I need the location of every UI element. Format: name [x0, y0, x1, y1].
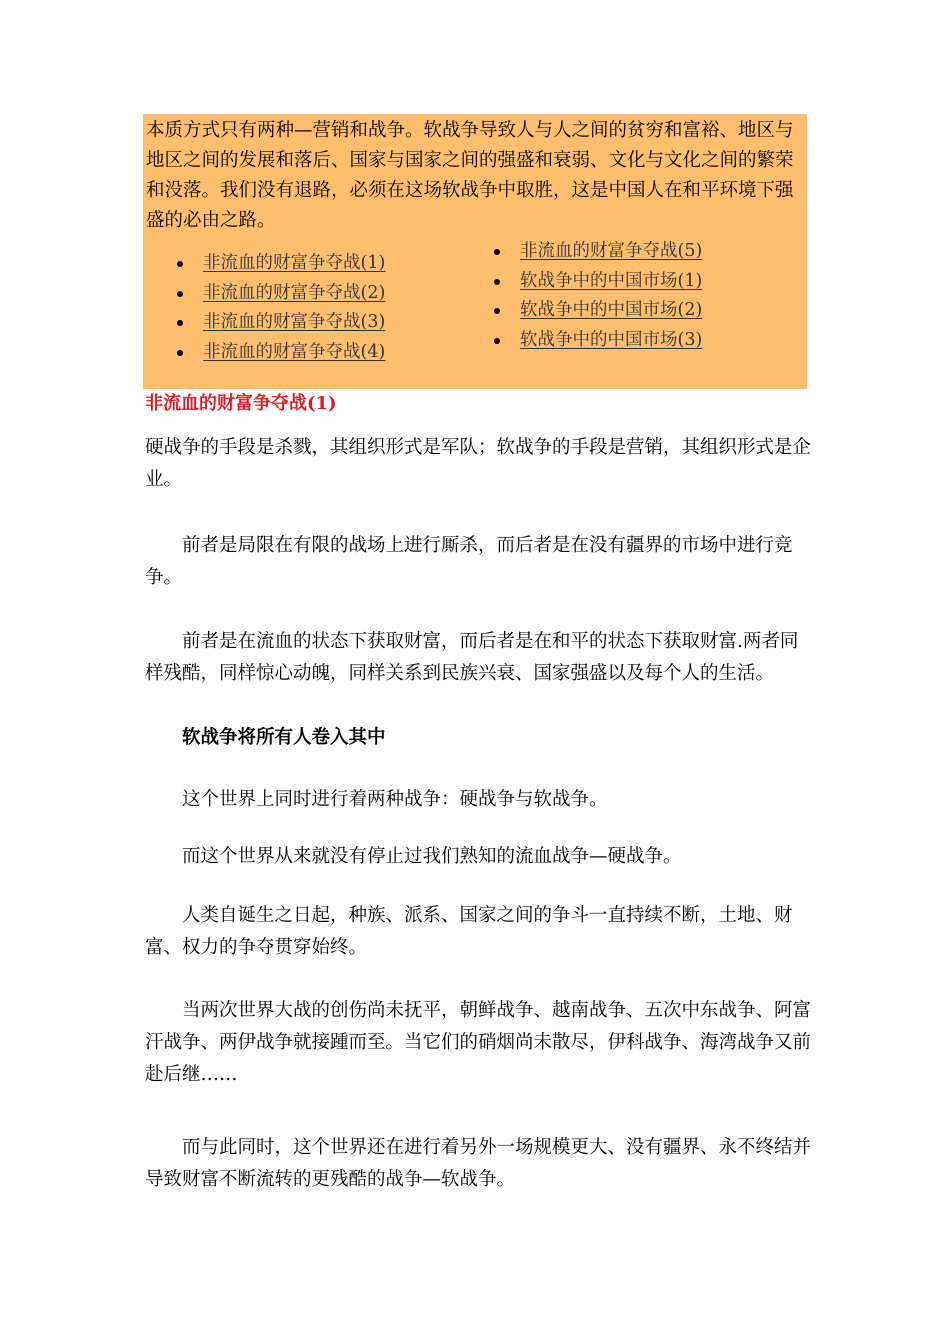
article-link[interactable]: 非流血的财富争夺战(2) [203, 282, 386, 303]
article-link[interactable]: 非流血的财富争夺战(1) [203, 253, 386, 273]
list-item [492, 296, 702, 326]
article-link[interactable]: 非流血的财富争夺战(5) [520, 241, 703, 261]
list-item [492, 237, 702, 267]
list-item [175, 308, 385, 338]
article-link[interactable]: 软战争中的中国市场(1) [520, 270, 703, 291]
list-item [492, 267, 702, 297]
article-link[interactable]: 软战争中的中国市场(3) [520, 329, 703, 350]
intro-text: 本质方式只有两种—营销和战争。软战争导致人与人之间的贫穷和富裕、地区与地区之间的发展和落后、国家与国家之间的强盛和衰弱、文化与文化之间的繁荣和没落。我们没有退路，必须在这场软战争中取胜，这是中国人在和平环境下强盛的必由之路。 [146, 120, 794, 231]
paragraph: 前者是局限在有限的战场上进行厮杀，而后者是在没有疆界的市场中进行竞争。 [145, 535, 793, 588]
list-item [175, 338, 385, 368]
list-item [492, 326, 702, 356]
article-link[interactable]: 非流血的财富争夺战(4) [203, 341, 386, 362]
paragraph: 当两次世界大战的创伤尚未抚平，朝鲜战争、越南战争、五次中东战争、阿富汗战争、两伊战争就接踵而至。当它们的硝烟尚未散尽，伊科战争、海湾战争又前赴后继…… [145, 1000, 812, 1085]
paragraph: 这个世界上同时进行着两种战争：硬战争与软战争。 [182, 789, 608, 810]
list-item [175, 279, 385, 309]
article-links-left [175, 249, 385, 367]
article-link[interactable]: 非流血的财富争夺战(3) [203, 312, 386, 332]
paragraph: 而与此同时，这个世界还在进行着另外一场规模更大、没有疆界、永不终结并导致财富不断流转的更残酷的战争—软战争。 [145, 1137, 812, 1190]
section-heading: 非流血的财富争夺战(1) [145, 393, 337, 414]
paragraph: 硬战争的手段是杀戮，其组织形式是军队；软战争的手段是营销，其组织形式是企业。 [145, 437, 812, 490]
article-link[interactable]: 软战争中的中国市场(2) [520, 300, 703, 320]
list-item [175, 249, 385, 279]
paragraph: 人类自诞生之日起，种族、派系、国家之间的争斗一直持续不断，土地、财富、权力的争夺贯穿始终。 [145, 905, 793, 958]
article-links-right [492, 237, 702, 355]
paragraph: 而这个世界从来就没有停止过我们熟知的流血战争—硬战争。 [182, 846, 682, 867]
paragraph: 前者是在流血的状态下获取财富，而后者是在和平的状态下获取财富.两者同样残酷，同样惊心动魄，同样关系到民族兴衰、国家强盛以及每个人的生活。 [145, 631, 799, 684]
subheading: 软战争将所有人卷入其中 [182, 727, 386, 748]
